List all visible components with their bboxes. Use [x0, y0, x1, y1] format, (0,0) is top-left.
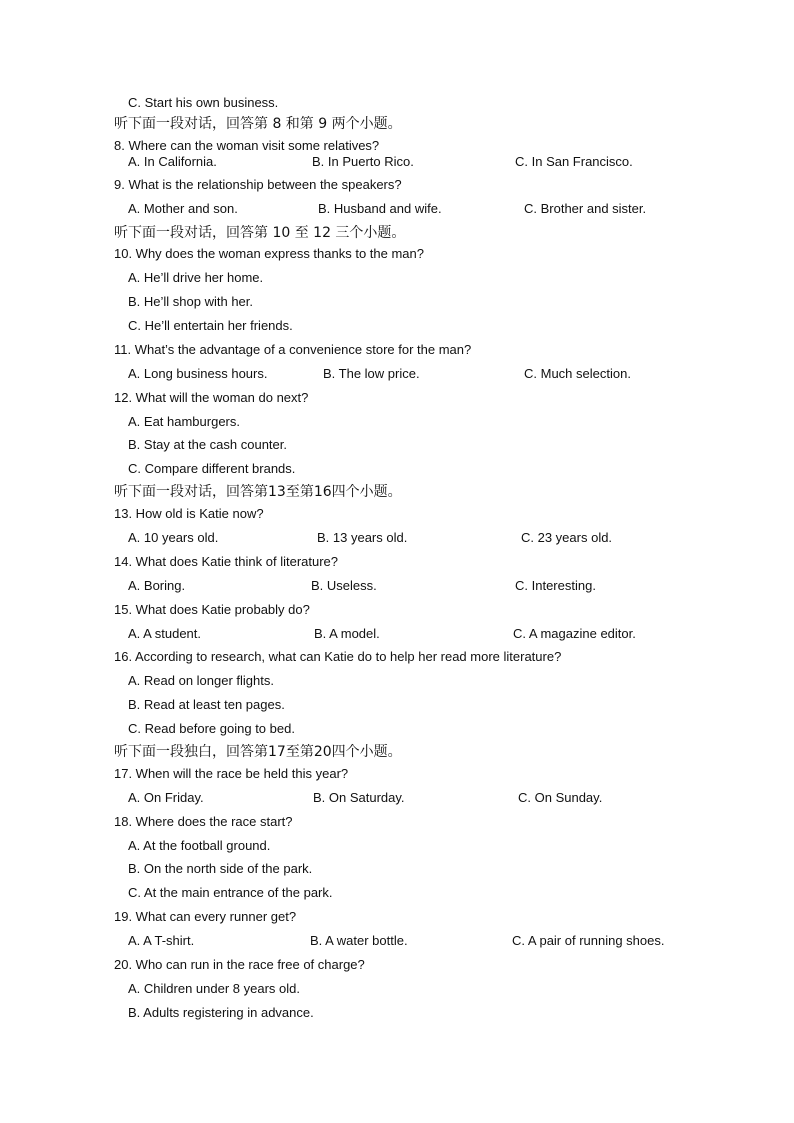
question-text: 13. How old is Katie now?	[114, 506, 264, 521]
answer-option: A. At the football ground.	[128, 838, 271, 853]
question-text: 17. When will the race be held this year?	[114, 766, 349, 781]
question-text: 9. What is the relationship between the speakers?	[114, 177, 402, 192]
answer-option: B. A water bottle.	[310, 933, 408, 948]
answer-option: B. Husband and wife.	[318, 201, 442, 216]
answer-option: C. On Sunday.	[518, 790, 603, 805]
answer-option: A. Long business hours.	[128, 366, 268, 381]
answer-option: B. Useless.	[311, 578, 377, 593]
answer-option: B. A model.	[314, 626, 380, 641]
answer-option: C. In San Francisco.	[515, 154, 633, 169]
answer-option: C. Brother and sister.	[524, 201, 647, 216]
answer-option: A. A T-shirt.	[128, 933, 195, 948]
answer-option: C. Read before going to bed.	[128, 721, 295, 736]
section-heading: 听下面一段对话，回答第 10 至 12 三个小题。	[114, 225, 406, 241]
answer-option: B. Read at least ten pages.	[128, 697, 285, 712]
question-text: 16. According to research, what can Katie do to help her read more literature?	[114, 649, 562, 664]
answer-option: B. The low price.	[323, 366, 420, 381]
answer-option: A. 10 years old.	[128, 530, 219, 545]
answer-option: C. A magazine editor.	[513, 626, 636, 641]
answer-option: C. Compare different brands.	[128, 461, 296, 476]
answer-option: A. Children under 8 years old.	[128, 981, 300, 996]
question-text: 10. Why does the woman express thanks to the man?	[114, 246, 425, 261]
answer-option: B. Stay at the cash counter.	[128, 437, 287, 452]
answer-option: B. On the north side of the park.	[128, 861, 313, 876]
question-text: 18. Where does the race start?	[114, 814, 293, 829]
answer-option: B. He’ll shop with her.	[128, 294, 254, 309]
question-text: 8. Where can the woman visit some relatives?	[114, 138, 380, 153]
answer-option: A. A student.	[128, 626, 201, 641]
section-heading: 听下面一段对话，回答第13至第16四个小题。	[114, 484, 402, 500]
answer-option: A. In California.	[128, 154, 217, 169]
question-text: 20. Who can run in the race free of charge?	[114, 957, 365, 972]
question-text: 19. What can every runner get?	[114, 909, 297, 924]
answer-option: B. On Saturday.	[313, 790, 405, 805]
answer-option: A. He’ll drive her home.	[128, 270, 264, 285]
answer-option: A. On Friday.	[128, 790, 204, 805]
answer-option: C. He’ll entertain her friends.	[128, 318, 293, 333]
answer-option: C. Interesting.	[515, 578, 596, 593]
answer-option: A. Mother and son.	[128, 201, 238, 216]
section-heading: 听下面一段对话，回答第 8 和第 9 两个小题。	[114, 116, 402, 132]
question-text: 15. What does Katie probably do?	[114, 602, 310, 617]
question-text: 11. What’s the advantage of a convenience store for the man?	[114, 342, 472, 357]
section-heading: 听下面一段独白，回答第17至第20四个小题。	[114, 744, 402, 760]
answer-option: A. Eat hamburgers.	[128, 414, 240, 429]
answer-option: B. 13 years old.	[317, 530, 408, 545]
answer-option: C. At the main entrance of the park.	[128, 885, 333, 900]
answer-option: A. Read on longer flights.	[128, 673, 274, 688]
answer-option: B. Adults registering in advance.	[128, 1005, 314, 1020]
question-text: 14. What does Katie think of literature?	[114, 554, 339, 569]
answer-option: C. Much selection.	[524, 366, 631, 381]
answer-option: C. Start his own business.	[128, 95, 279, 110]
answer-option: B. In Puerto Rico.	[312, 154, 414, 169]
answer-option: C. 23 years old.	[521, 530, 613, 545]
question-text: 12. What will the woman do next?	[114, 390, 309, 405]
answer-option: C. A pair of running shoes.	[512, 933, 665, 948]
answer-option: A. Boring.	[128, 578, 186, 593]
